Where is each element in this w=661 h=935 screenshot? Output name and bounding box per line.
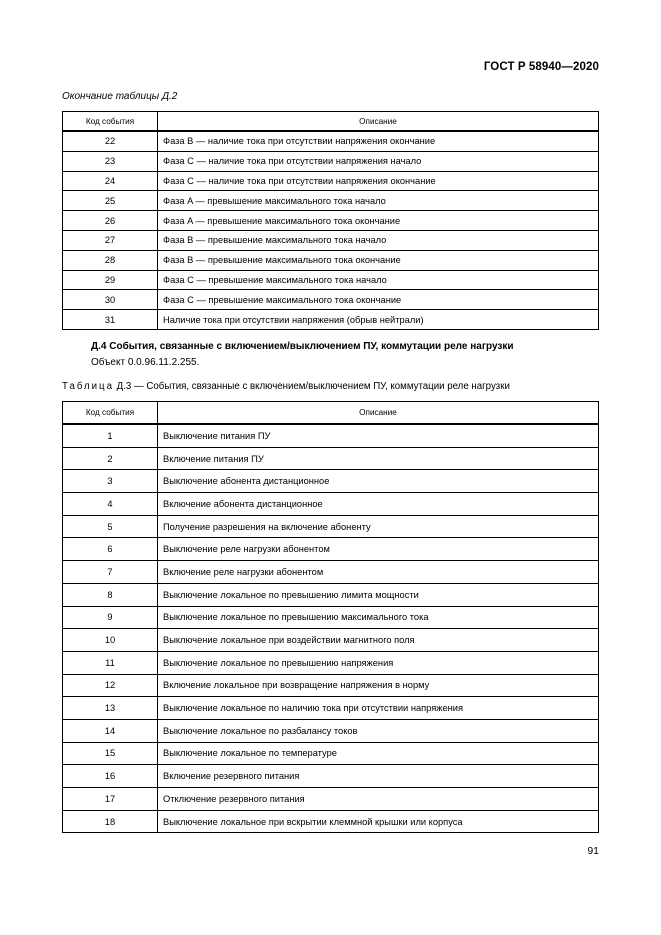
table-row (63, 191, 599, 211)
event-code-cell: 8 (63, 583, 158, 606)
event-description-cell: Фаза A — превышение максимального тока начало (158, 191, 599, 211)
table-row (63, 697, 599, 720)
event-code-cell: 7 (63, 561, 158, 584)
event-code-cell: 25 (63, 191, 158, 211)
table-title-text: Д.3 — События, связанные с включением/выключением ПУ, коммутации реле нагрузки (113, 381, 510, 392)
event-description-cell: Наличие тока при отсутствии напряжения (обрыв нейтрали) (158, 310, 599, 330)
table-row (63, 719, 599, 742)
table-title (62, 381, 510, 392)
column-header-code: Код события (63, 112, 158, 132)
table-row (63, 765, 599, 788)
event-description-cell: Включение реле нагрузки абонентом (158, 561, 599, 584)
table-row (63, 211, 599, 231)
event-description-cell: Выключение питания ПУ (158, 424, 599, 447)
event-description-cell: Фаза B — превышение максимального тока начало (158, 230, 599, 250)
table-header-row (63, 402, 599, 425)
table-row (63, 447, 599, 470)
table-header-row (63, 112, 599, 132)
table-row (63, 270, 599, 290)
event-code-cell: 30 (63, 290, 158, 310)
event-description-cell: Отключение резервного питания (158, 788, 599, 811)
event-description-cell: Выключение локальное по превышению напряжения (158, 651, 599, 674)
table-row (63, 583, 599, 606)
section-object-id: Объект 0.0.96.11.2.255. (91, 357, 200, 368)
event-code-cell: 11 (63, 651, 158, 674)
event-description-cell: Фаза A — превышение максимального тока окончание (158, 211, 599, 231)
table-row (63, 250, 599, 270)
event-description-cell: Выключение локальное по разбалансу токов (158, 719, 599, 742)
events-table-d2-end (62, 111, 599, 330)
event-description-cell: Фаза B — превышение максимального тока окончание (158, 250, 599, 270)
column-header-description: Описание (158, 112, 599, 132)
event-code-cell: 27 (63, 230, 158, 250)
event-description-cell: Фаза B — наличие тока при отсутствии напряжения окончание (158, 131, 599, 151)
event-description-cell: Включение локальное при возвращение напряжения в норму (158, 674, 599, 697)
table-row (63, 230, 599, 250)
table-row (63, 171, 599, 191)
event-description-cell: Выключение локальное по температуре (158, 742, 599, 765)
event-description-cell: Выключение абонента дистанционное (158, 470, 599, 493)
events-table-d3 (62, 401, 599, 833)
table-row (63, 151, 599, 171)
event-description-cell: Получение разрешения на включение абоненту (158, 515, 599, 538)
event-description-cell: Фаза C — наличие тока при отсутствии напряжения начало (158, 151, 599, 171)
event-description-cell: Выключение локальное при вскрытии клеммной крышки или корпуса (158, 810, 599, 833)
event-code-cell: 28 (63, 250, 158, 270)
event-code-cell: 18 (63, 810, 158, 833)
event-code-cell: 2 (63, 447, 158, 470)
event-code-cell: 1 (63, 424, 158, 447)
event-code-cell: 13 (63, 697, 158, 720)
event-code-cell: 9 (63, 606, 158, 629)
table-row (63, 629, 599, 652)
event-description-cell: Включение питания ПУ (158, 447, 599, 470)
event-description-cell: Выключение реле нагрузки абонентом (158, 538, 599, 561)
table-row (63, 493, 599, 516)
page-number: 91 (587, 845, 599, 857)
table-row (63, 742, 599, 765)
event-code-cell: 24 (63, 171, 158, 191)
event-description-cell: Включение абонента дистанционное (158, 493, 599, 516)
event-code-cell: 14 (63, 719, 158, 742)
table-title-prefix: Таблица (62, 381, 114, 392)
table-row (63, 310, 599, 330)
event-description-cell: Фаза C — наличие тока при отсутствии напряжения окончание (158, 171, 599, 191)
table-row (63, 810, 599, 833)
event-code-cell: 4 (63, 493, 158, 516)
table-row (63, 131, 599, 151)
event-description-cell: Выключение локальное по превышению лимита мощности (158, 583, 599, 606)
table-row (63, 470, 599, 493)
event-code-cell: 12 (63, 674, 158, 697)
event-description-cell: Фаза C — превышение максимального тока начало (158, 270, 599, 290)
table-row (63, 788, 599, 811)
event-code-cell: 15 (63, 742, 158, 765)
standard-header: ГОСТ Р 58940—2020 (483, 61, 599, 73)
event-description-cell: Выключение локальное по превышению максимального тока (158, 606, 599, 629)
table-row (63, 561, 599, 584)
table-row (63, 606, 599, 629)
event-description-cell: Фаза C — превышение максимального тока окончание (158, 290, 599, 310)
table-row (63, 651, 599, 674)
event-code-cell: 22 (63, 131, 158, 151)
column-header-code: Код события (63, 402, 158, 425)
event-code-cell: 26 (63, 211, 158, 231)
event-description-cell: Выключение локальное при воздействии магнитного поля (158, 629, 599, 652)
event-code-cell: 23 (63, 151, 158, 171)
event-code-cell: 5 (63, 515, 158, 538)
section-heading: Д.4 События, связанные с включением/выключением ПУ, коммутации реле нагрузки (91, 341, 514, 352)
event-code-cell: 17 (63, 788, 158, 811)
table-row (63, 538, 599, 561)
table-row (63, 424, 599, 447)
table-row (63, 290, 599, 310)
table-continuation-caption: Окончание таблицы Д.2 (62, 91, 178, 102)
event-code-cell: 3 (63, 470, 158, 493)
column-header-description: Описание (158, 402, 599, 425)
event-code-cell: 10 (63, 629, 158, 652)
event-code-cell: 16 (63, 765, 158, 788)
event-description-cell: Включение резервного питания (158, 765, 599, 788)
event-code-cell: 29 (63, 270, 158, 290)
table-row (63, 674, 599, 697)
table-row (63, 515, 599, 538)
event-description-cell: Выключение локальное по наличию тока при отсутствии напряжения (158, 697, 599, 720)
event-code-cell: 31 (63, 310, 158, 330)
event-code-cell: 6 (63, 538, 158, 561)
